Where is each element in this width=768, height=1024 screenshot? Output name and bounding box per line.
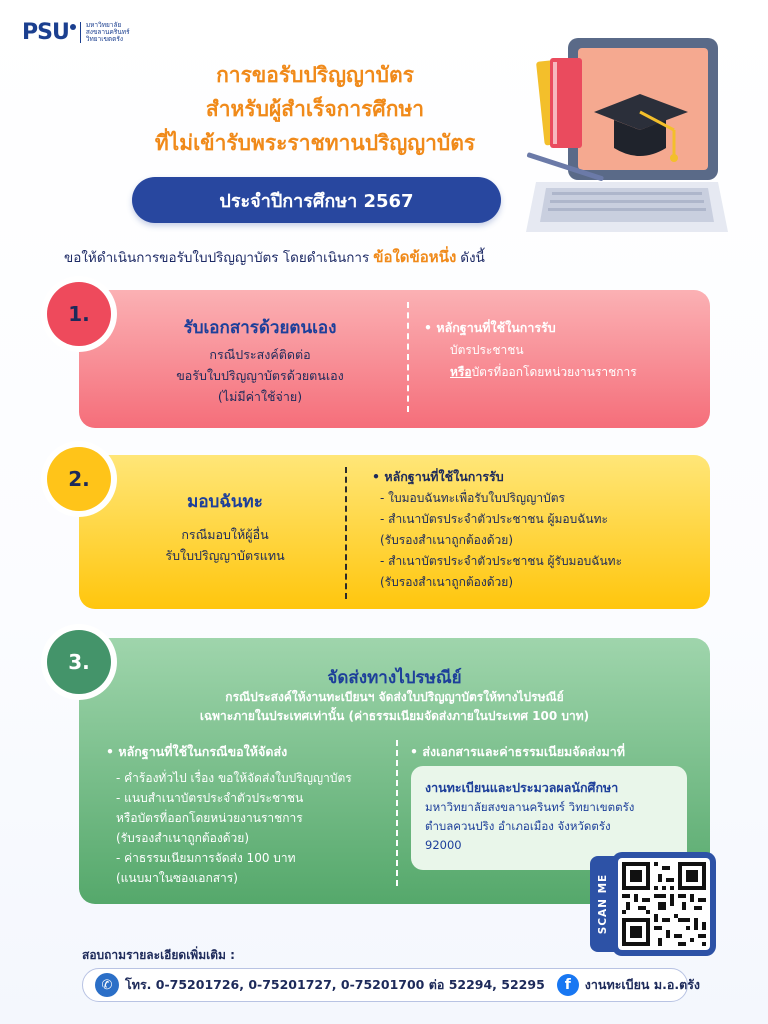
address-line: มหาวิทยาลัยสงขลานครินทร์ วิทยาเขตตรัง xyxy=(425,800,635,814)
logo-line-2: สงขลานครินทร์ xyxy=(85,27,130,36)
option-3-req-lines xyxy=(116,768,352,888)
option-1-req-line: บัตรประชาชน xyxy=(450,343,524,357)
option-number-3: 3. xyxy=(47,630,111,694)
option-2-title: มอบฉันทะ xyxy=(187,492,263,512)
option-3-req-line: (แนบมาในซองเอกสาร) xyxy=(116,871,238,885)
option-3-desc-line: เฉพาะภายในประเทศเท่านั้น (ค่าธรรมเนียมจัดส่งภายในประเทศ 100 บาท) xyxy=(199,709,590,723)
laptop-graduation-illustration xyxy=(522,32,732,242)
option-number-2: 2. xyxy=(47,447,111,511)
option-2-req-line: - สำเนาบัตรประจำตัวประชาชน ผู้รับมอบฉันทะ xyxy=(380,554,623,568)
intro-after: ดังนี้ xyxy=(460,250,485,266)
option-3-desc-line: กรณีประสงค์ให้งานทะเบียนฯ จัดส่งใบปริญญาบัตรให้ทางไปรษณีย์ xyxy=(225,690,564,704)
divider xyxy=(407,302,409,412)
option-2-req-line: - สำเนาบัตรประจำตัวประชาชน ผู้มอบฉันทะ xyxy=(380,512,608,526)
option-2-req-line: - ใบมอบฉันทะเพื่อรับใบปริญญาบัตร xyxy=(380,491,565,505)
scan-me-text: SCAN ME xyxy=(597,873,609,935)
qr-code-pattern xyxy=(622,862,706,946)
intro-highlight: ข้อใดข้อหนึ่ง xyxy=(373,248,457,266)
option-3-req-line: (รับรองสำเนาถูกต้องด้วย) xyxy=(116,831,249,845)
option-2-req-line: (รับรองสำเนาถูกต้องด้วย) xyxy=(380,533,513,547)
psu-logo xyxy=(22,20,130,45)
option-1-desc-line: (ไม่มีค่าใช้จ่าย) xyxy=(217,389,303,404)
title-line-2: สำหรับผู้สำเร็จการศึกษา xyxy=(205,97,425,121)
option-3-req-line: หรือบัตรที่ออกโดยหน่วยงานราชการ xyxy=(116,811,303,825)
option-2-req-lines xyxy=(380,488,622,593)
phone-icon: ✆ xyxy=(95,973,119,997)
divider xyxy=(345,467,347,599)
intro-before: ขอให้ดำเนินการขอรับใบปริญญาบัตร โดยดำเนินการ xyxy=(64,250,370,266)
page-title xyxy=(110,58,520,160)
contact-bar xyxy=(82,968,701,1002)
logo-dot xyxy=(70,24,76,30)
logo-mark: PSU xyxy=(22,20,69,45)
option-2-req-line: (รับรองสำเนาถูกต้องด้วย) xyxy=(380,575,513,589)
option-number-1: 1. xyxy=(47,282,111,346)
option-1-title: รับเอกสารด้วยตนเอง xyxy=(183,318,337,338)
option-2-desc-line: กรณีมอบให้ผู้อื่น xyxy=(181,527,269,542)
option-2-desc-line: รับใบปริญญาบัตรแทน xyxy=(165,548,285,563)
title-line-1: การขอรับปริญญาบัตร xyxy=(216,63,414,87)
option-3-title: จัดส่งทางไปรษณีย์ xyxy=(327,668,462,688)
address-title: งานทะเบียนและประมวลผลนักศึกษา xyxy=(425,780,619,795)
logo-line-3: วิทยาเขตตรัง xyxy=(85,35,124,44)
logo-line-1: มหาวิทยาลัย xyxy=(85,20,122,29)
qr-code[interactable] xyxy=(612,852,716,956)
academic-year-badge: ประจำปีการศึกษา 2567 xyxy=(132,177,501,223)
option-1-desc-line: ขอรับใบปริญญาบัตรด้วยตนเอง xyxy=(176,368,344,383)
option-3-req-head: • หลักฐานที่ใช้ในกรณีขอให้จัดส่ง xyxy=(106,744,288,759)
phone-numbers[interactable]: โทร. 0-75201726, 0-75201727, 0-75201700 ต่อ 52294, 52295 xyxy=(125,977,545,992)
option-3-req-line: - คำร้องทั่วไป เรื่อง ขอให้จัดส่งใบปริญญาบัตร xyxy=(116,771,352,785)
intro-text xyxy=(64,245,485,269)
option-1-desc-line: กรณีประสงค์ติดต่อ xyxy=(209,347,311,362)
option-1-req-or: หรือ xyxy=(450,365,472,379)
address-line: 92000 xyxy=(425,838,462,852)
option-3-send-head: • ส่งเอกสารและค่าธรรมเนียมจัดส่งมาที่ xyxy=(410,744,625,759)
address-line: ตำบลควนปริง อำเภอเมือง จังหวัดตรัง xyxy=(425,819,611,833)
facebook-page-name[interactable]: งานทะเบียน ม.อ.ตรัง xyxy=(584,977,701,992)
option-2-desc xyxy=(110,524,340,566)
logo-text xyxy=(80,22,130,43)
option-1-desc xyxy=(130,344,390,407)
facebook-icon[interactable]: f xyxy=(557,974,579,996)
divider xyxy=(396,740,398,886)
title-line-3: ที่ไม่เข้ารับพระราชทานปริญญาบัตร xyxy=(154,131,476,155)
option-3-req-line: - ค่าธรรมเนียมการจัดส่ง 100 บาท xyxy=(116,851,296,865)
option-3-desc xyxy=(79,688,710,726)
more-info-label: สอบถามรายละเอียดเพิ่มเติม : xyxy=(82,948,235,962)
option-3-req-line: - แนบสำเนาบัตรประจำตัวประชาชน xyxy=(116,791,304,805)
option-2-req-head: • หลักฐานที่ใช้ในการรับ xyxy=(372,469,504,484)
option-1-req-or-rest: บัตรที่ออกโดยหน่วยงานราชการ xyxy=(471,365,637,379)
option-1-req-head: • หลักฐานที่ใช้ในการรับ xyxy=(424,320,556,335)
option-1-req-or-line xyxy=(450,362,637,383)
